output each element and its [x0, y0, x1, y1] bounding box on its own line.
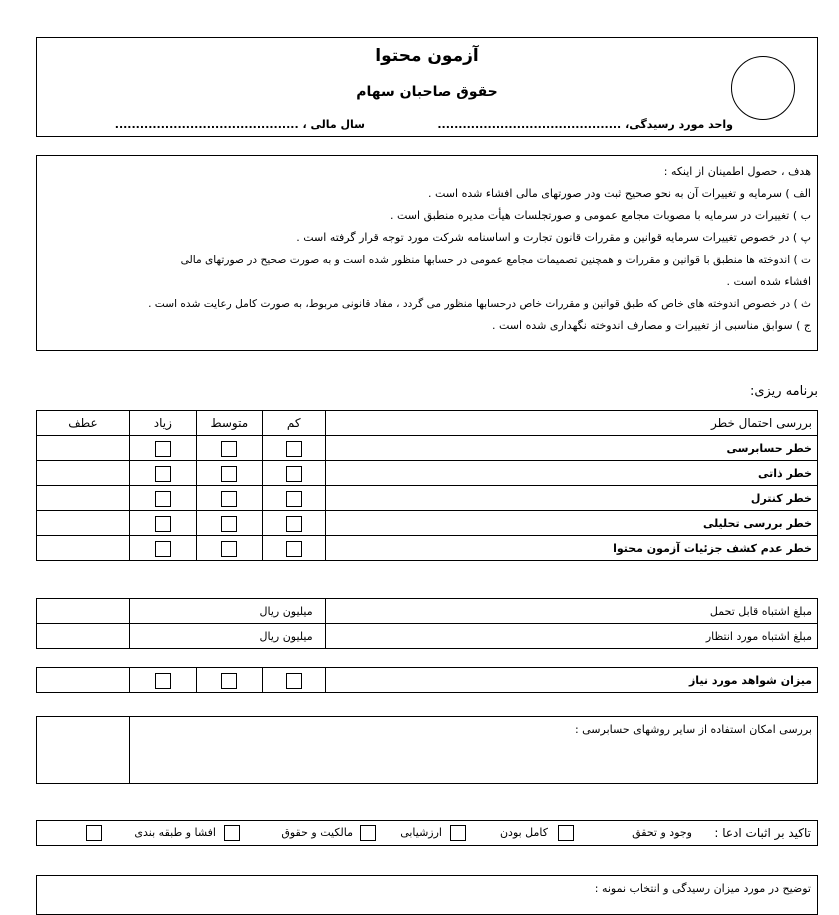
assertion-label-rights: مالکیت و حقوق [281, 826, 353, 839]
valuation-checkbox[interactable] [360, 825, 376, 841]
objective-box [36, 155, 818, 351]
table-row [37, 461, 818, 486]
ref-cell [37, 668, 130, 693]
risk-label: خطر ذاتی [325, 461, 817, 486]
ref-cell [37, 461, 130, 486]
form-subtitle: حقوق صاحبان سهام [356, 84, 498, 100]
expected-unit[interactable]: میلیون ریال [129, 624, 325, 649]
planning-heading: برنامه ریزی: [749, 384, 818, 399]
tolerable-label: مبلغ اشتباه قابل تحمل [325, 599, 817, 624]
evidence-high-checkbox[interactable] [155, 673, 171, 689]
table-row [37, 436, 818, 461]
col-ref-header: عطف [37, 411, 130, 436]
risk-label: خطر بررسی تحلیلی [325, 511, 817, 536]
objective-item: ث ) در خصوص اندوخته های خاص که طبق قوانین و مقررات خاص درحسابها منظور می گردد ، مفاد قانونی مربوط، به صورت کامل رعایت شده است . [148, 298, 811, 310]
objective-item: الف ) سرمایه و تغییرات آن به نحو صحیح ثبت ودر صورتهای مالی افشاء شده است . [428, 187, 811, 200]
objective-item: ب ) تغییرات در سرمایه با مصوبات مجامع عمومی و صورتجلسات هیأت مدیره منطبق است . [390, 209, 811, 222]
table-row [37, 624, 818, 649]
other-methods-field[interactable] [129, 717, 817, 784]
low-checkbox[interactable] [286, 441, 302, 457]
col-low-header: کم [262, 411, 325, 436]
other-methods-label: بررسی امکان استفاده از سایر روشهای حسابرسی : [574, 723, 812, 736]
sampling-box[interactable] [36, 875, 818, 915]
objective-item: پ ) در خصوص تغییرات سرمایه قوانین و مقررات قانون تجارت و اساسنامه شرکت مورد توجه قرار گرفته است . [296, 231, 811, 244]
high-checkbox[interactable] [155, 491, 171, 507]
sampling-label: توضیح در مورد میزان رسیدگی و انتخاب نمونه : [594, 882, 811, 895]
evidence-label: میزان شواهد مورد نیاز [325, 668, 817, 693]
rights-checkbox[interactable] [224, 825, 240, 841]
objective-item: افشاء شده است . [726, 275, 811, 288]
col-mid-header: متوسط [196, 411, 262, 436]
evidence-mid-checkbox[interactable] [221, 673, 237, 689]
col-risk-header: بررسی احتمال خطر [325, 411, 817, 436]
other-methods-table [36, 716, 818, 784]
high-checkbox[interactable] [155, 516, 171, 532]
risk-table [36, 410, 818, 561]
assertion-label-existence: وجود و تحقق [632, 826, 692, 839]
table-row [37, 668, 818, 693]
assertion-label-disclosure: افشا و طبقه بندی [134, 826, 216, 839]
mid-checkbox[interactable] [221, 491, 237, 507]
ref-cell [37, 511, 130, 536]
completeness-checkbox[interactable] [450, 825, 466, 841]
unit-field: واحد مورد رسیدگی، ............................................ [437, 118, 733, 131]
high-checkbox[interactable] [155, 441, 171, 457]
table-row [37, 536, 818, 561]
expected-label: مبلغ اشتباه مورد انتظار [325, 624, 817, 649]
table-row [37, 486, 818, 511]
evidence-table [36, 667, 818, 693]
mid-checkbox[interactable] [221, 466, 237, 482]
ref-cell [37, 436, 130, 461]
low-checkbox[interactable] [286, 491, 302, 507]
risk-label: خطر حسابرسی [325, 436, 817, 461]
evidence-low-checkbox[interactable] [286, 673, 302, 689]
existence-checkbox[interactable] [558, 825, 574, 841]
assertions-label: تاکید بر اثبات ادعا : [714, 826, 811, 840]
ref-cell [37, 486, 130, 511]
objective-intro: هدف ، حصول اطمینان از اینکه : [663, 165, 811, 178]
ref-cell [37, 717, 130, 784]
ref-cell [37, 536, 130, 561]
risk-label: خطر کنترل [325, 486, 817, 511]
low-checkbox[interactable] [286, 541, 302, 557]
form-title: آزمون محتوا [375, 46, 479, 66]
risk-label: خطر عدم کشف جزئیات آزمون محتوا [325, 536, 817, 561]
assertion-label-valuation: ارزشیابی [400, 826, 442, 839]
tolerable-unit[interactable]: میلیون ریال [129, 599, 325, 624]
assertion-label-completeness: کامل بودن [499, 826, 548, 839]
objective-item: ج ) سوابق مناسبی از تغییرات و مصارف اندوخته نگهداری شده است . [492, 319, 811, 332]
assertions-box [36, 820, 818, 846]
mid-checkbox[interactable] [221, 541, 237, 557]
table-row [37, 599, 818, 624]
high-checkbox[interactable] [155, 541, 171, 557]
table-row [37, 511, 818, 536]
fiscal-year-field: سال مالی ، ............................................ [114, 118, 365, 131]
low-checkbox[interactable] [286, 516, 302, 532]
disclosure-checkbox[interactable] [86, 825, 102, 841]
low-checkbox[interactable] [286, 466, 302, 482]
materiality-table [36, 598, 818, 649]
mid-checkbox[interactable] [221, 516, 237, 532]
ref-cell [37, 599, 130, 624]
objective-item: ت ) اندوخته ها منطبق با قوانین و مقررات و همچنین تصمیمات مجامع عمومی در حسابها منظور شده است و به صورت صحیح در صورتهای مالی [180, 254, 811, 266]
header-box [36, 37, 818, 137]
mid-checkbox[interactable] [221, 441, 237, 457]
high-checkbox[interactable] [155, 466, 171, 482]
col-high-header: زیاد [129, 411, 196, 436]
ref-cell [37, 624, 130, 649]
